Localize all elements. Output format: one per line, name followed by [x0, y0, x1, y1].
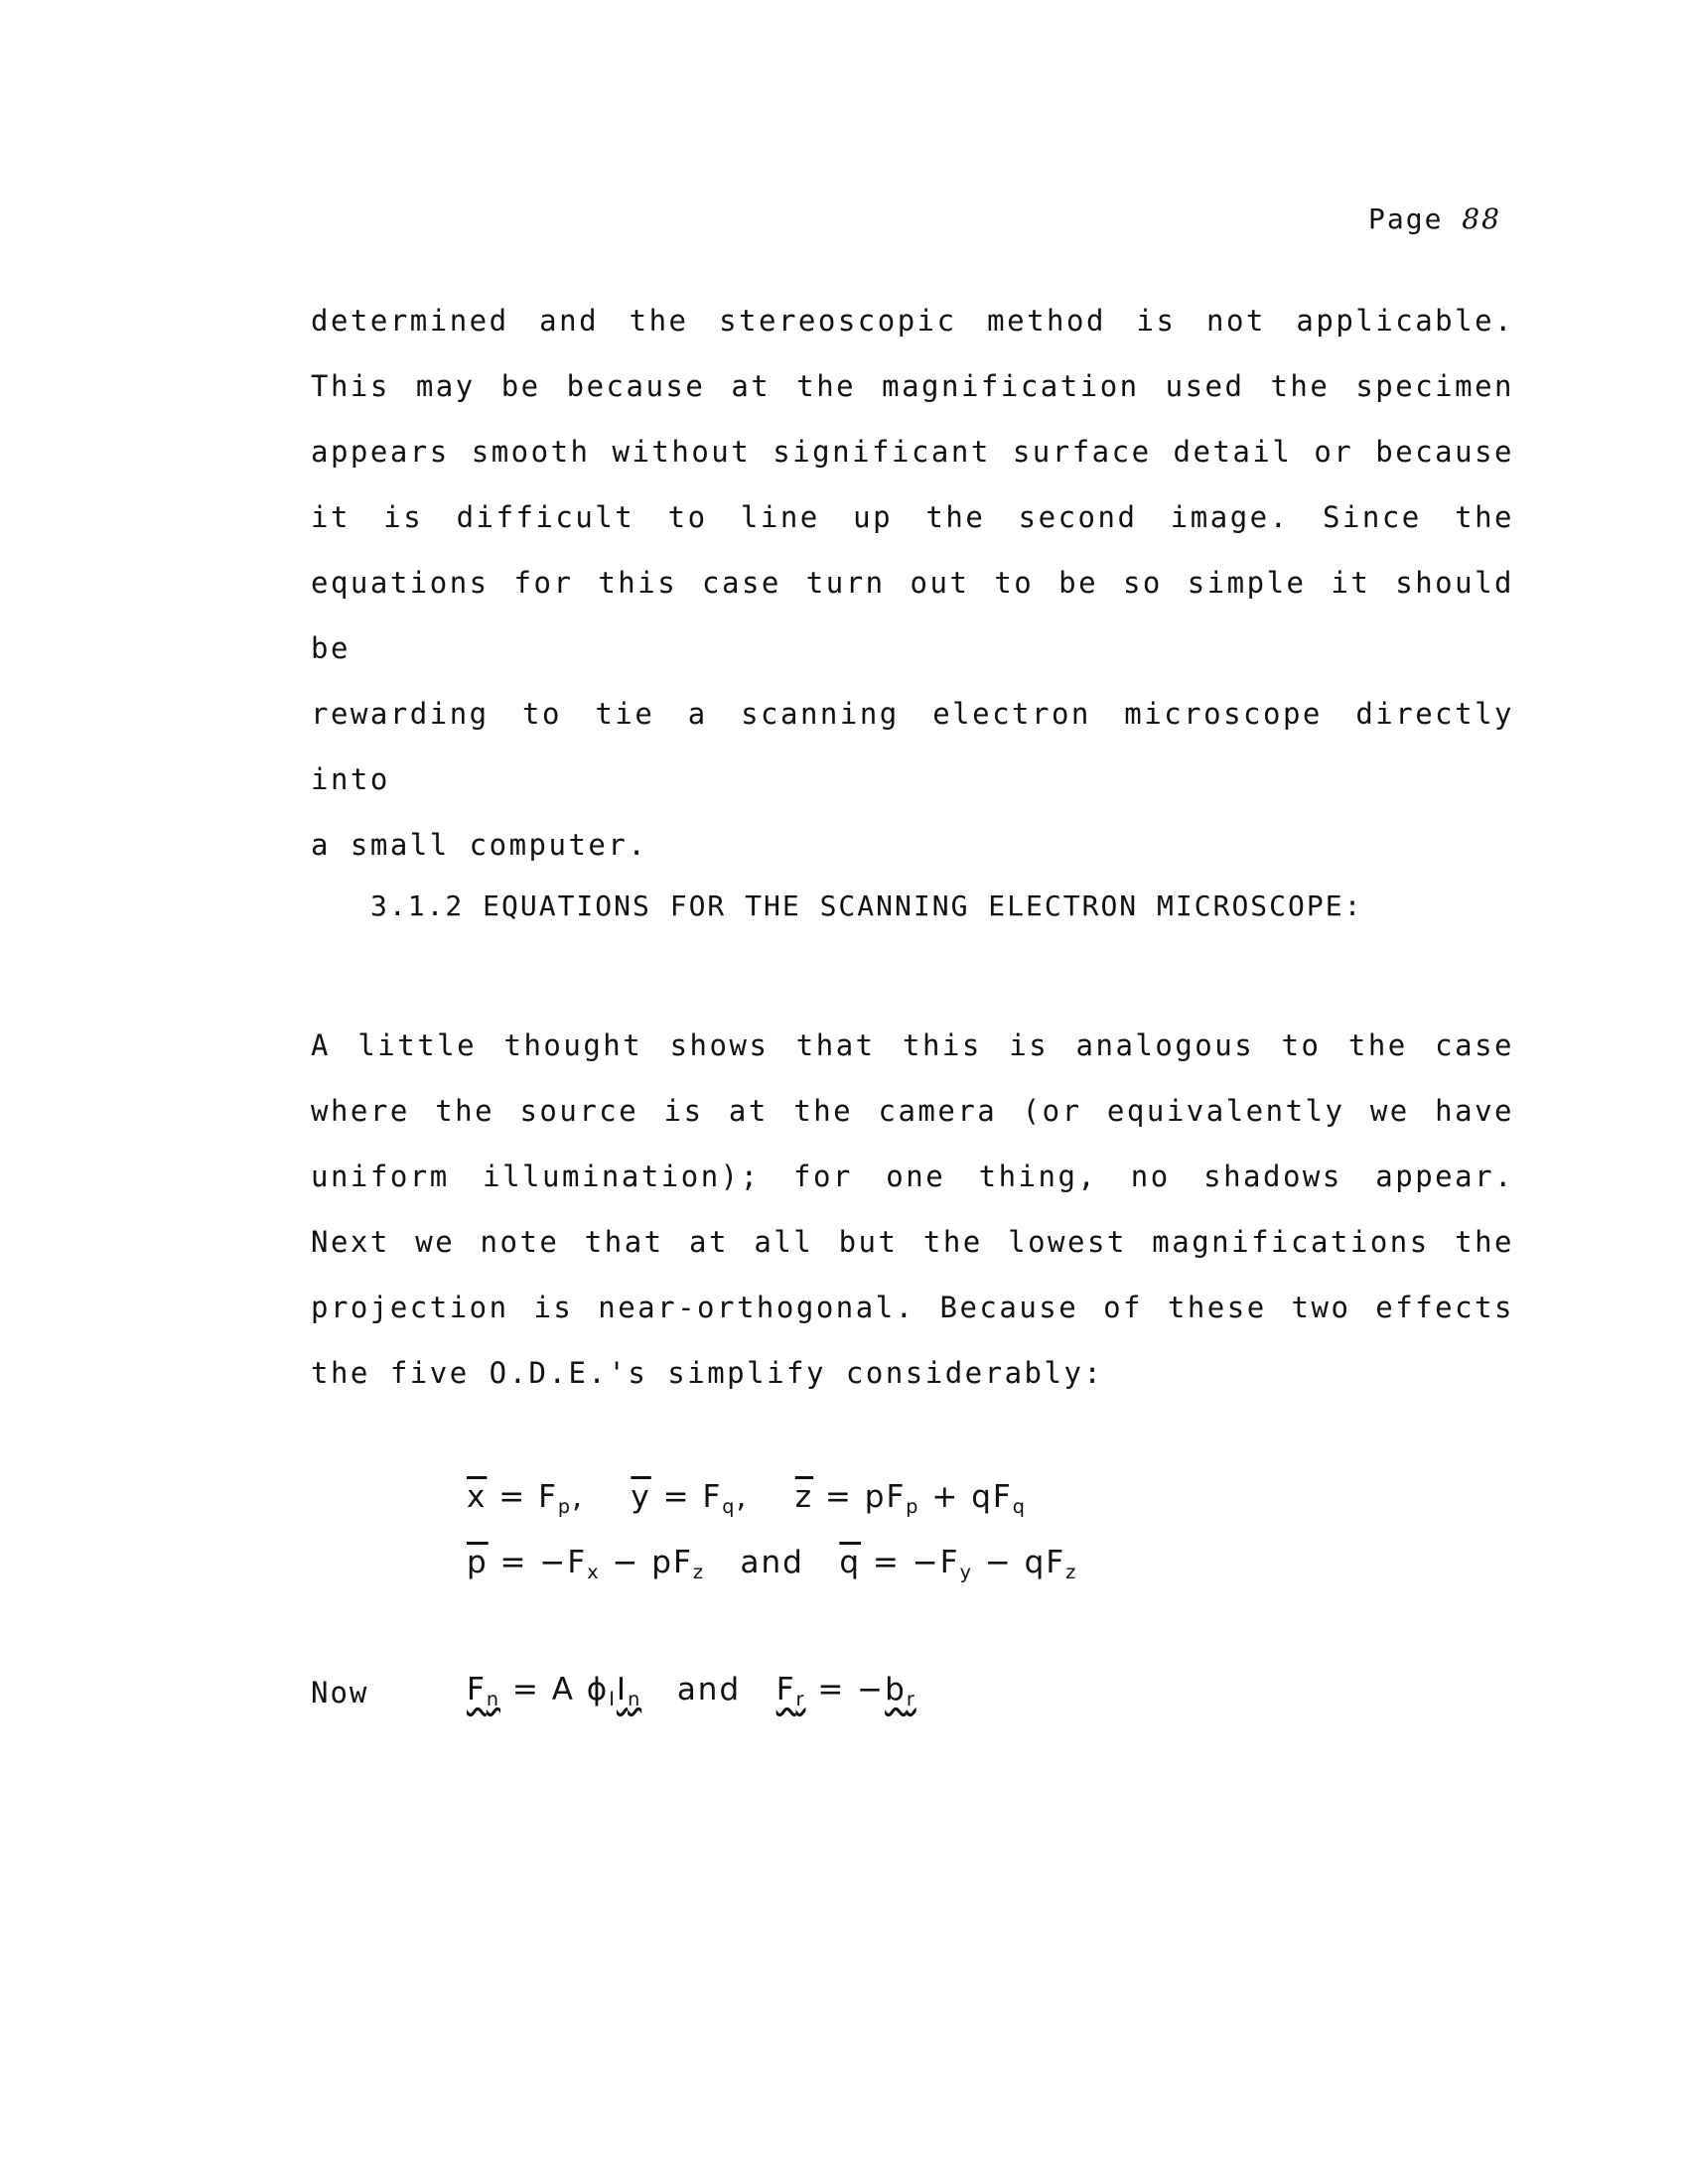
paragraph-line: determined and the stereoscopic method is not applicable.: [311, 304, 1514, 338]
eq-term: q: [1024, 1545, 1047, 1580]
eq-term: p: [864, 1479, 887, 1515]
paragraph-2: [311, 1013, 1514, 1406]
eq-subscript: z: [692, 1561, 705, 1583]
eq-subscript: r: [795, 1688, 806, 1710]
eq-term: F: [1046, 1545, 1066, 1580]
eq-subscript: x: [587, 1561, 601, 1583]
page-number-value: 88: [1462, 203, 1501, 235]
eq-subscript: r: [906, 1688, 916, 1710]
paragraph-line: projection is near-orthogonal. Because of these two effects: [311, 1291, 1514, 1324]
eq-sign: −: [912, 1545, 940, 1580]
paragraph-line: appears smooth without significant surface detail or because: [311, 435, 1514, 469]
eq-sign: =: [499, 1545, 528, 1580]
eq-term: F: [467, 1672, 487, 1707]
eq-term: $\overline{y}$: [631, 1479, 651, 1515]
eq-term: F: [538, 1479, 558, 1515]
paragraph-line: it is difficult to line up the second image. Since the: [311, 500, 1514, 534]
section-heading: 3.1.2 EQUATIONS FOR THE SCANNING ELECTRON MICROSCOPE:: [370, 889, 1363, 922]
eq-sign: −: [612, 1545, 640, 1580]
eq-sign: =: [662, 1479, 691, 1515]
eq-sign: =: [872, 1545, 901, 1580]
eq-sign: =: [824, 1479, 853, 1515]
eq-term: A: [551, 1672, 575, 1707]
equation-line-2: [467, 1545, 1077, 1583]
eq-sep: ,: [572, 1479, 584, 1515]
paragraph-line: A little thought shows that this is analogous to the case: [311, 1028, 1514, 1062]
eq-sign: =: [511, 1672, 540, 1707]
eq-sign: =: [817, 1672, 846, 1707]
eq-term: F: [672, 1545, 693, 1580]
eq-sign: −: [857, 1672, 886, 1707]
eq-term: $\overline{q}$: [839, 1545, 862, 1580]
paragraph-line: This may be because at the magnification used the specimen: [311, 369, 1514, 403]
paragraph-line: rewarding to tie a scanning electron microscope directly into: [311, 697, 1514, 796]
eq-term: p: [651, 1545, 673, 1580]
eq-subscript: n: [628, 1688, 642, 1710]
eq-conjunction: and: [676, 1672, 742, 1707]
equation-line-1: [467, 1479, 1027, 1518]
eq-term: $\overline{z}$: [794, 1479, 814, 1515]
eq-term: $\overline{p}$: [467, 1545, 489, 1580]
page-label: Page: [1368, 203, 1444, 235]
eq-sep: ,: [736, 1479, 749, 1515]
eq-term: F: [886, 1479, 907, 1515]
eq-subscript: y: [959, 1561, 973, 1583]
eq-sign: −: [539, 1545, 568, 1580]
eq-term: F: [992, 1479, 1013, 1515]
equation-line-3: [467, 1672, 916, 1710]
eq-subscript: p: [906, 1495, 920, 1518]
page-number: [1368, 203, 1501, 235]
now-label: Now: [311, 1676, 369, 1709]
eq-subscript: q: [722, 1495, 737, 1518]
eq-term: F: [567, 1545, 588, 1580]
eq-conjunction: and: [740, 1545, 804, 1580]
eq-term: F: [939, 1545, 960, 1580]
eq-vector: [776, 1672, 806, 1710]
paragraph-last-line: the five O.D.E.'s simplify considerably:: [311, 1356, 1104, 1390]
eq-subscript: z: [1065, 1561, 1078, 1583]
eq-term: I: [616, 1672, 629, 1707]
eq-sign: =: [498, 1479, 527, 1515]
eq-term: q: [971, 1479, 993, 1515]
eq-term: ϕ: [586, 1672, 610, 1707]
eq-subscript: p: [557, 1495, 573, 1518]
eq-sign: −: [984, 1545, 1013, 1580]
paragraph-line: equations for this case turn out to be so simple it should be: [311, 566, 1514, 665]
paragraph-line: where the source is at the camera (or equivalently we have: [311, 1094, 1514, 1128]
paragraph-1: [311, 288, 1514, 878]
eq-term: $\overline{x}$: [467, 1479, 488, 1515]
eq-vector: [617, 1672, 641, 1710]
eq-term: b: [885, 1672, 907, 1707]
paragraph-line: uniform illumination); for one thing, no shadows appear.: [311, 1160, 1514, 1193]
eq-sign: +: [931, 1479, 960, 1515]
eq-subscript: q: [1012, 1495, 1027, 1518]
eq-term: F: [775, 1672, 796, 1707]
eq-vector: [467, 1672, 500, 1710]
eq-subscript: n: [486, 1688, 501, 1710]
eq-subscript: I: [609, 1688, 617, 1710]
paragraph-last-line: a small computer.: [311, 828, 648, 862]
paragraph-line: Next we note that at all but the lowest magnifications the: [311, 1225, 1514, 1259]
eq-vector: [885, 1672, 916, 1710]
eq-term: F: [702, 1479, 723, 1515]
